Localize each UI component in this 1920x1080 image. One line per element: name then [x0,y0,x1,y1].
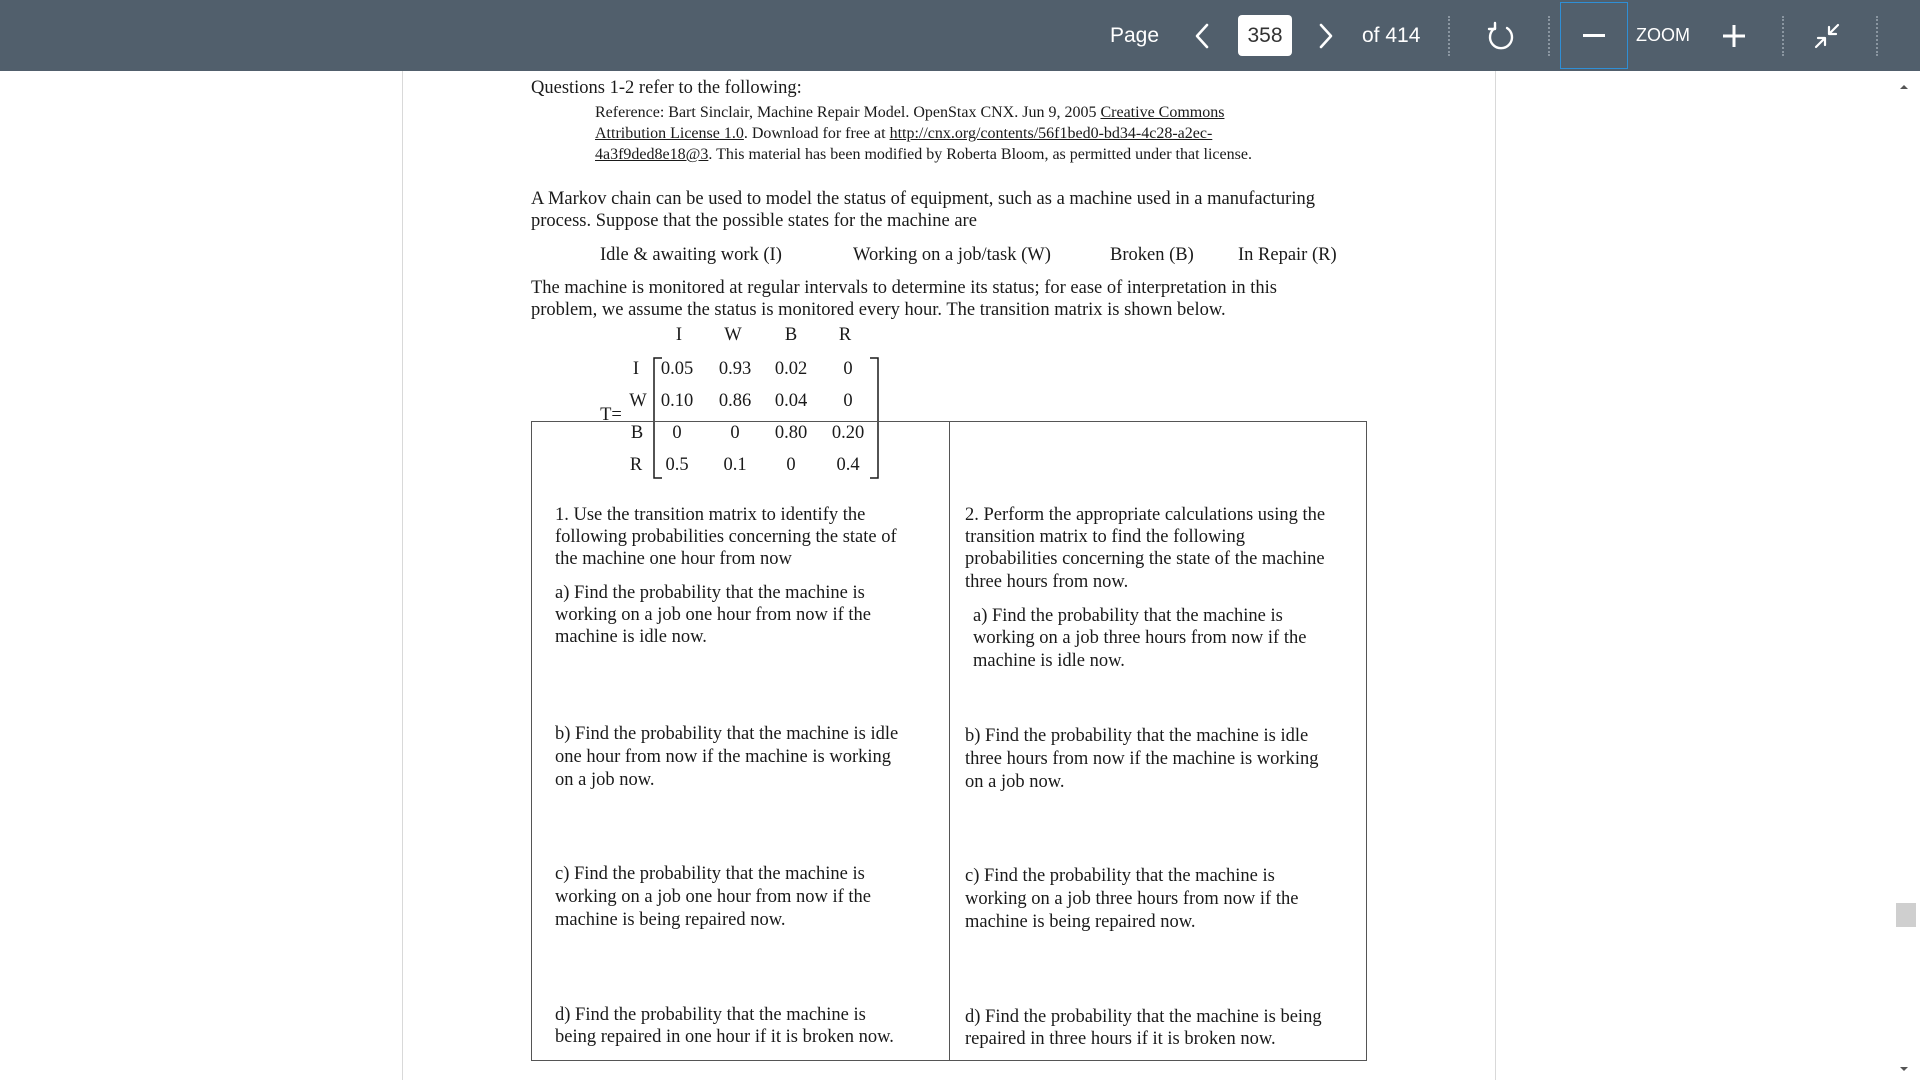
matrix-cell: 0.05 [660,359,694,379]
matrix-row-header: B [630,423,644,443]
monitor-text: The machine is monitored at regular intervals to determine its status; for ease of interpretation in this [531,278,1277,298]
intro-text: A Markov chain can be used to model the status of equipment, such as a machine used in a manufacturing [531,189,1315,209]
previous-page-button[interactable] [1184,17,1220,55]
scroll-down-button[interactable] [1898,1061,1910,1071]
source-link[interactable]: http://cnx.org/contents/56f1bed0-bd34-4c28-a2ec- [889,125,1213,142]
q2-part-a: a) Find the probability that the machine is [973,606,1283,626]
q2-part-d: d) Find the probability that the machine is being [965,1007,1322,1027]
matrix-col-header: W [724,325,742,345]
matrix-cell: 0 [730,423,740,443]
source-link[interactable]: 4a3f9ded8e18@3 [595,146,709,163]
license-link[interactable]: Creative Commons [1100,104,1225,121]
matrix-row-header: R [629,455,643,475]
matrix-row-header: W [629,391,647,411]
q1-part-d: being repaired in one hour if it is broken now. [555,1027,894,1047]
q2-part-a: machine is idle now. [973,651,1125,671]
scrollbar-thumb[interactable] [1896,903,1916,927]
chevron-right-icon [1318,23,1334,49]
collapse-button[interactable] [1808,16,1846,56]
intro-text: process. Suppose that the possible states for the machine are [531,211,977,231]
matrix-cell: 0.93 [718,359,752,379]
reference-text: Reference: Bart Sinclair, Machine Repair Model. OpenStax CNX. Jun 9, 2005 [595,104,1101,121]
q2-intro: transition matrix to find the following [965,527,1246,547]
q1-part-c: working on a job one hour from now if the [555,887,871,907]
q2-part-b: on a job now. [965,772,1065,792]
matrix-cell: 0 [843,391,853,411]
total-pages-label: of 414 [1362,23,1421,47]
matrix-cell: 0.4 [836,455,860,475]
chevron-left-icon [1194,23,1210,49]
plus-icon [1723,25,1745,47]
zoom-out-button[interactable] [1560,2,1628,69]
q1-part-a: working on a job one hour from now if the [555,605,871,625]
matrix-cell: 0 [843,359,853,379]
q1-part-b: b) Find the probability that the machine is idle [555,724,899,744]
q1-part-d: d) Find the probability that the machine is [555,1005,866,1025]
q2-part-d: repaired in three hours if it is broken now. [965,1029,1276,1049]
q1-part-c: machine is being repaired now. [555,910,786,930]
reference-line [595,103,1224,123]
matrix-cell: 0.86 [718,391,752,411]
rotate-button[interactable] [1482,16,1520,56]
matrix-cell: 0.5 [665,455,689,475]
matrix-cell: 0 [786,455,796,475]
rotate-icon [1486,21,1516,51]
questions-heading: Questions 1-2 refer to the following: [531,78,802,98]
page-label: Page [1110,23,1160,47]
matrix-cell: 0 [672,423,682,443]
q1-intro: following probabilities concerning the state of [555,527,897,547]
matrix-col-header: I [675,325,683,345]
q2-part-b: three hours from now if the machine is working [965,749,1319,769]
caret-down-icon [1898,1064,1910,1074]
matrix-cell: 0.80 [774,423,808,443]
minus-icon [1583,34,1605,38]
page-number-input[interactable] [1238,15,1292,56]
q2-part-c: working on a job three hours from now if the [965,889,1299,909]
next-page-button[interactable] [1308,17,1344,55]
reference-line [595,145,1252,165]
scroll-up-button[interactable] [1898,79,1910,89]
q1-part-a: a) Find the probability that the machine is [555,583,865,603]
pdf-toolbar [0,0,1920,71]
toolbar-divider [1876,16,1878,56]
matrix-cell: 0.20 [831,423,865,443]
questions-table-divider [949,421,950,1061]
caret-up-icon [1898,82,1910,92]
state-label: In Repair (R) [1238,245,1337,265]
q1-part-c: c) Find the probability that the machine is [555,864,865,884]
q2-intro: probabilities concerning the state of the machine [965,549,1325,569]
zoom-in-button[interactable] [1716,16,1752,56]
q2-part-b: b) Find the probability that the machine is idle [965,726,1309,746]
reference-text: . This material has been modified by Roberta Bloom, as permitted under that license. [708,146,1252,163]
q2-part-a: working on a job three hours from now if the [973,628,1307,648]
q2-intro: three hours from now. [965,572,1129,592]
q1-intro: 1. Use the transition matrix to identify the [555,505,866,525]
license-link[interactable]: Attribution License 1.0 [595,125,744,142]
monitor-text: problem, we assume the status is monitored every hour. The transition matrix is shown below. [531,300,1226,320]
q1-part-b: one hour from now if the machine is working [555,747,892,767]
matrix-cell: 0.1 [723,455,747,475]
matrix-row-header: I [632,359,640,379]
state-label: Working on a job/task (W) [853,245,1051,265]
q1-intro: the machine one hour from now [555,549,792,569]
matrix-cell: 0.02 [774,359,808,379]
zoom-label: ZOOM [1636,25,1690,45]
matrix-col-header: B [784,325,798,345]
matrix-cell: 0.04 [774,391,808,411]
toolbar-divider [1448,16,1450,56]
q1-part-b: on a job now. [555,770,655,790]
state-label: Broken (B) [1110,245,1194,265]
page-border [402,71,403,1080]
state-label: Idle & awaiting work (I) [600,245,782,265]
page-border [1495,71,1496,1080]
q2-part-c: c) Find the probability that the machine is [965,866,1275,886]
q2-part-c: machine is being repaired now. [965,912,1196,932]
matrix-col-header: R [838,325,852,345]
toolbar-divider [1548,16,1550,56]
reference-line [595,124,1212,144]
reference-text: . Download for free at [743,125,890,142]
matrix-label: T= [600,405,622,425]
q1-part-a: machine is idle now. [555,627,707,647]
toolbar-divider [1782,16,1784,56]
matrix-cell: 0.10 [660,391,694,411]
collapse-icon [1814,23,1840,49]
q2-intro: 2. Perform the appropriate calculations using the [965,505,1326,525]
